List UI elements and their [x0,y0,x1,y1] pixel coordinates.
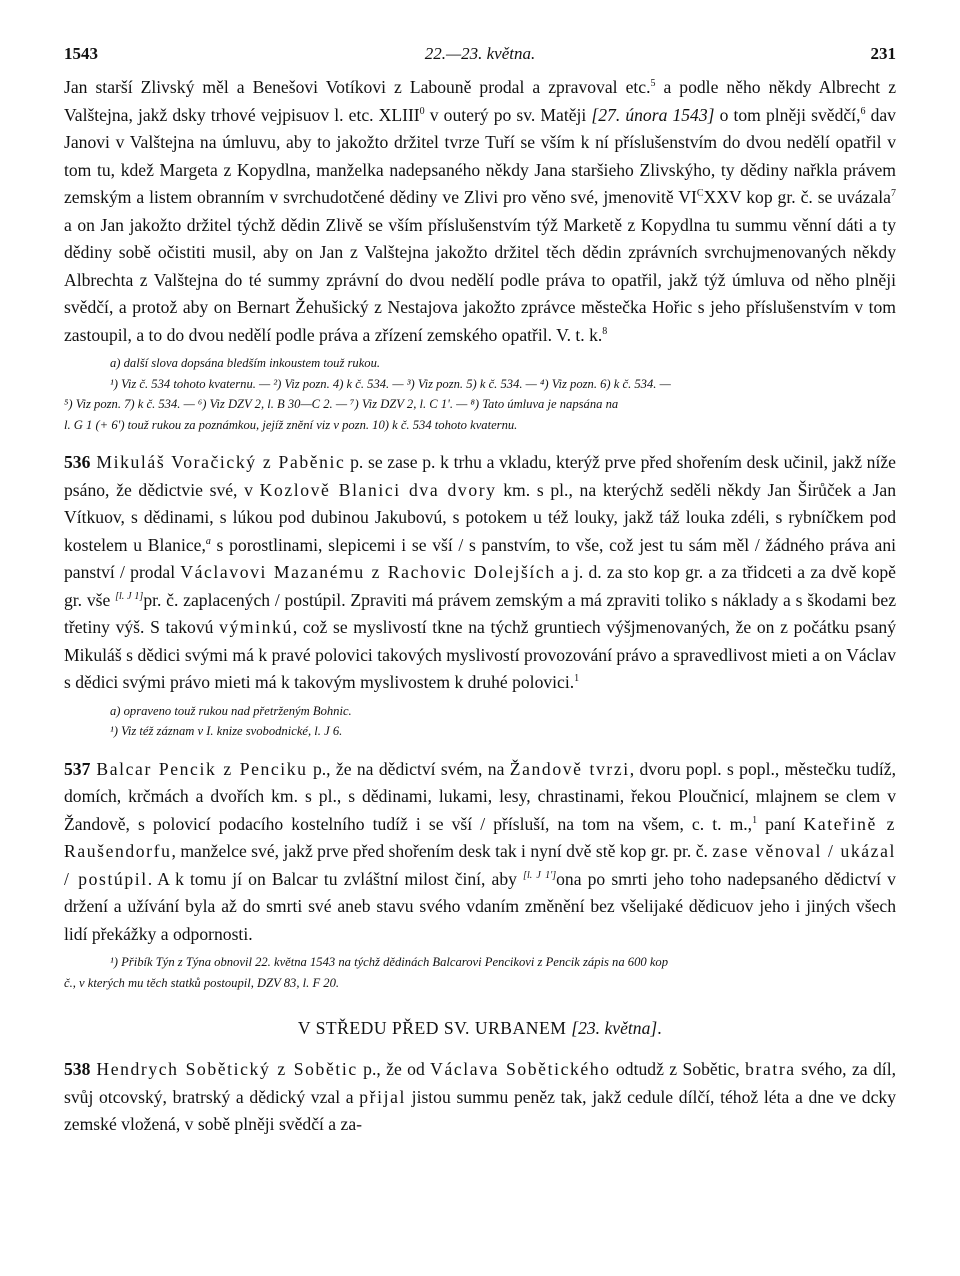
footnote: č., v kterých mu těch statků postoupil, DZV 83, l. F 20. [64,975,340,990]
entry-537 [64,756,896,994]
page-number: 231 [870,44,896,63]
footnotes-537 [64,952,896,993]
emphasis: přijal [359,1086,406,1107]
footnote-ref: 8 [602,325,608,337]
text-run: pr. č. zaplacených / postúpil. Zpraviti má právem zemským a má zpraviti toliko s náklady a s škodami bez třetiny výš. S takovú [64,589,897,637]
heading-text: V STŘEDU PŘED SV. URBANEM [297,1018,572,1038]
text-run: s porostlinami, slepicemi i se vší / s panstvím, to vše, což jest tu sám měl / žádného práva ani panství / prodal [64,534,897,582]
person-name: Balcar Pencik z Penciku [96,758,308,779]
text-run: km. s pl., na kterýchž seděli někdy Jan Širůček a Jan Vítkuov, s dědinami, s lúkou pod dubinou Jakubovú, s potokem u též louky, jakž táž louka zdéli, s rybníčkem pod kostelem u Blanice, [64,479,897,555]
place-name: Žandově tvrzi [509,758,630,779]
person-name: Hendrych Sobětický z Sobětic [96,1059,358,1079]
text-run: a on Jan jakožto držitel týchž dědin Zlivě se vším příslušenstvím týž Marketě z Kopydlna tu summu věnní dáti a ty dědiny sobě očistiti musil, aby on Jan z Valštejna jakožto držitel těch dědin zprávních svrchujmenovaných někdy Albrechta z Valštejna do té summy zprávní do dvou nedělí podle práva to opatřil, jakž týž úmluva od něho plněji svědčí, a protož aby on Bernart Žehušický z Nestajova jakožto zprávce městečka Hořic s jeho příslušenstvím v tom zastoupil, a to do dvou nedělí podle práva a zřízení zemského opatřil. V. t. k. [64,214,896,345]
date-annotation: [27. února 1543] [591,104,715,125]
person-name: Mikuláš Voračický z Paběnic [96,452,346,472]
footnote: l. G 1 (+ 6') touž rukou za poznámkou, jejíž znění viz v pozn. 10) k č. 534 tohoto kvaternu. [64,417,518,432]
text-run: jistou summu peněz tak, jakž cedule dílčí, téhož léta a dne ve dcky zemské vložená, v sobě plněji svědčí a za- [64,1086,897,1134]
footnote: ¹) Viz též záznam v I. knize svobodnické, l. J 6. [110,724,343,738]
footnote-ref: 7 [891,188,896,200]
footnote: ⁵) Viz pozn. 7) k č. 534. — ⁶) Viz DZV 2, l. B 30—C 2. — ⁷) Viz DZV 2, l. C 1'. — ⁸) Tato úmluva je napsána na [64,397,619,411]
text-run: v outerý po sv. Matěji [424,104,592,125]
person-name: Václavovi Mazanému z Rachovic Dolejších [180,562,556,582]
text-run: p., že na dědictví svém, na [307,758,510,779]
footnote-ref: 5 [650,78,656,90]
text-run: Jan starší Zlivský měl a Benešovi Votíkovi z Labouně prodal a zpravoval etc. [64,77,651,97]
text-run: ona po smrti jeho toho nadepsaného dědictví v držení a užívání byla až do smrti své aneb stavu svého vdaním změnění bez všelijaké dědicuov jeho i jiných všech lidí překážky a odpornosti. [64,868,896,944]
text-run: svého, za díl, svůj otcovský, bratrský a dědický vzal a [64,1059,896,1107]
text-run: p. se zase p. k trhu a vkladu, kterýž prve před shořením desk učinil, jakž níže psáno, že dědictvie své, v [64,452,896,500]
footnote: a) opraveno touž rukou nad přetrženým Bohnic. [110,703,352,718]
footnote: ¹) Přibík Týn z Týna obnovil 22. května 1543 na týchž dědinách Balcarovi Pencikovi z Pencik zápis na 600 kop [110,955,669,969]
emphasis: bratra [745,1059,796,1079]
folio-reference: [l. J 1] [115,590,144,602]
entry-number: 536 [64,452,91,472]
header-date: 22.—23. května. [424,44,536,63]
entry-536 [64,449,896,742]
text-run: dav Janovi v Valštejna na úmluvu, aby to jakožto držitel tvrze Tuří se vším k ní příslušenstvím do dvou nedělí opatřil v tom tu, kdež Margeta z Kopydlna, manželka nadepsaného někdy Jana staršieho Zlivskýho, ty dědiny nařkla právem zemským a listem obranním v svrchudotčené dědiny ve Zlivi pro věno své, jmenovitě VI [64,104,896,207]
text-run: a j. d. za sto kop gr. a za třidceti a za dvě kopě gr. vše [64,562,896,610]
folio-reference: [l. J 1'] [523,869,557,881]
footnote: ¹) Viz č. 534 tohoto kvaternu. — ²) Viz pozn. 4) k č. 534. — ³) Viz pozn. 5) k č. 534. — ⁴) Viz pozn. 6) k č. 534. — [110,376,671,391]
emphasis: výminkú [219,617,293,637]
footnote-ref: a [205,535,211,547]
footnotes-top [64,353,896,435]
text-run: paní [757,813,804,834]
person-name: Kateřině z Raušendorfu [64,813,896,861]
header-year: 1543 [64,44,98,63]
footnote-ref: 1 [752,814,758,826]
footnote: a) další slova dopsána bledším inkoustem touž rukou. [110,356,381,370]
text-run: , dvoru popl. s popl., městečku tudíž, domích, krčmách a dvořích km. s pl., s dědinami, lukami, lesy, chrastinami, řekou Ploučnicí, mlajnem se clem v Žandově, s polovicí podacího kostelního tudíž i se vší / přísluší, na tom na všem, c. t. m., [64,758,897,834]
superscript: C [696,188,704,200]
person-name: Václava Sobětického [430,1059,611,1079]
text-run: odtudž z Sobětic, [610,1059,746,1079]
text-run: XXV kop gr. č. se uvázala [703,187,891,207]
footnotes-536 [64,701,896,742]
document-page [64,44,896,1139]
entry-number: 537 [64,758,91,779]
heading-date: [23. května] [571,1018,658,1038]
entry-538 [64,1056,896,1139]
continued-entry-text [64,74,896,349]
place-name: Kozlově Blanici dva dvory [259,479,497,500]
text-run: . A k tomu jí on Balcar tu zvláštní milost činí, aby [147,868,524,889]
text-run: , manželce své, jakž prve před shořením desk tak i nyní dvě stě kop gr. pr. č. [171,841,713,861]
heading-end: . [657,1018,663,1038]
emphasis: zase věnoval / ukázal / postúpil [64,841,896,889]
text-run: o tom plněji svědčí, [714,104,861,125]
text-run: , což se myslivostí tkne na týchž gruntiech výšjmenovaných, že on z počátku psaný Mikuláš s dědici svými má k pravé polovici takových myslivostí provozování právo a spravedlivost mieti a on Václav s dědici svými právo mieti má k takovým myslivostem k druhé polovici. [64,617,897,692]
footnote-ref: 6 [860,105,866,117]
text-run: p., že od [357,1059,431,1079]
page-header [64,44,896,74]
superscript: 0 [419,105,425,117]
entry-number: 538 [64,1059,91,1079]
footnote-ref: 1 [574,673,580,685]
section-heading [64,1015,896,1042]
text-run: a podle něho někdy Albrecht z Valštejna, jakž dsky trhové vejpisuov l. etc. XLIII [64,77,896,125]
